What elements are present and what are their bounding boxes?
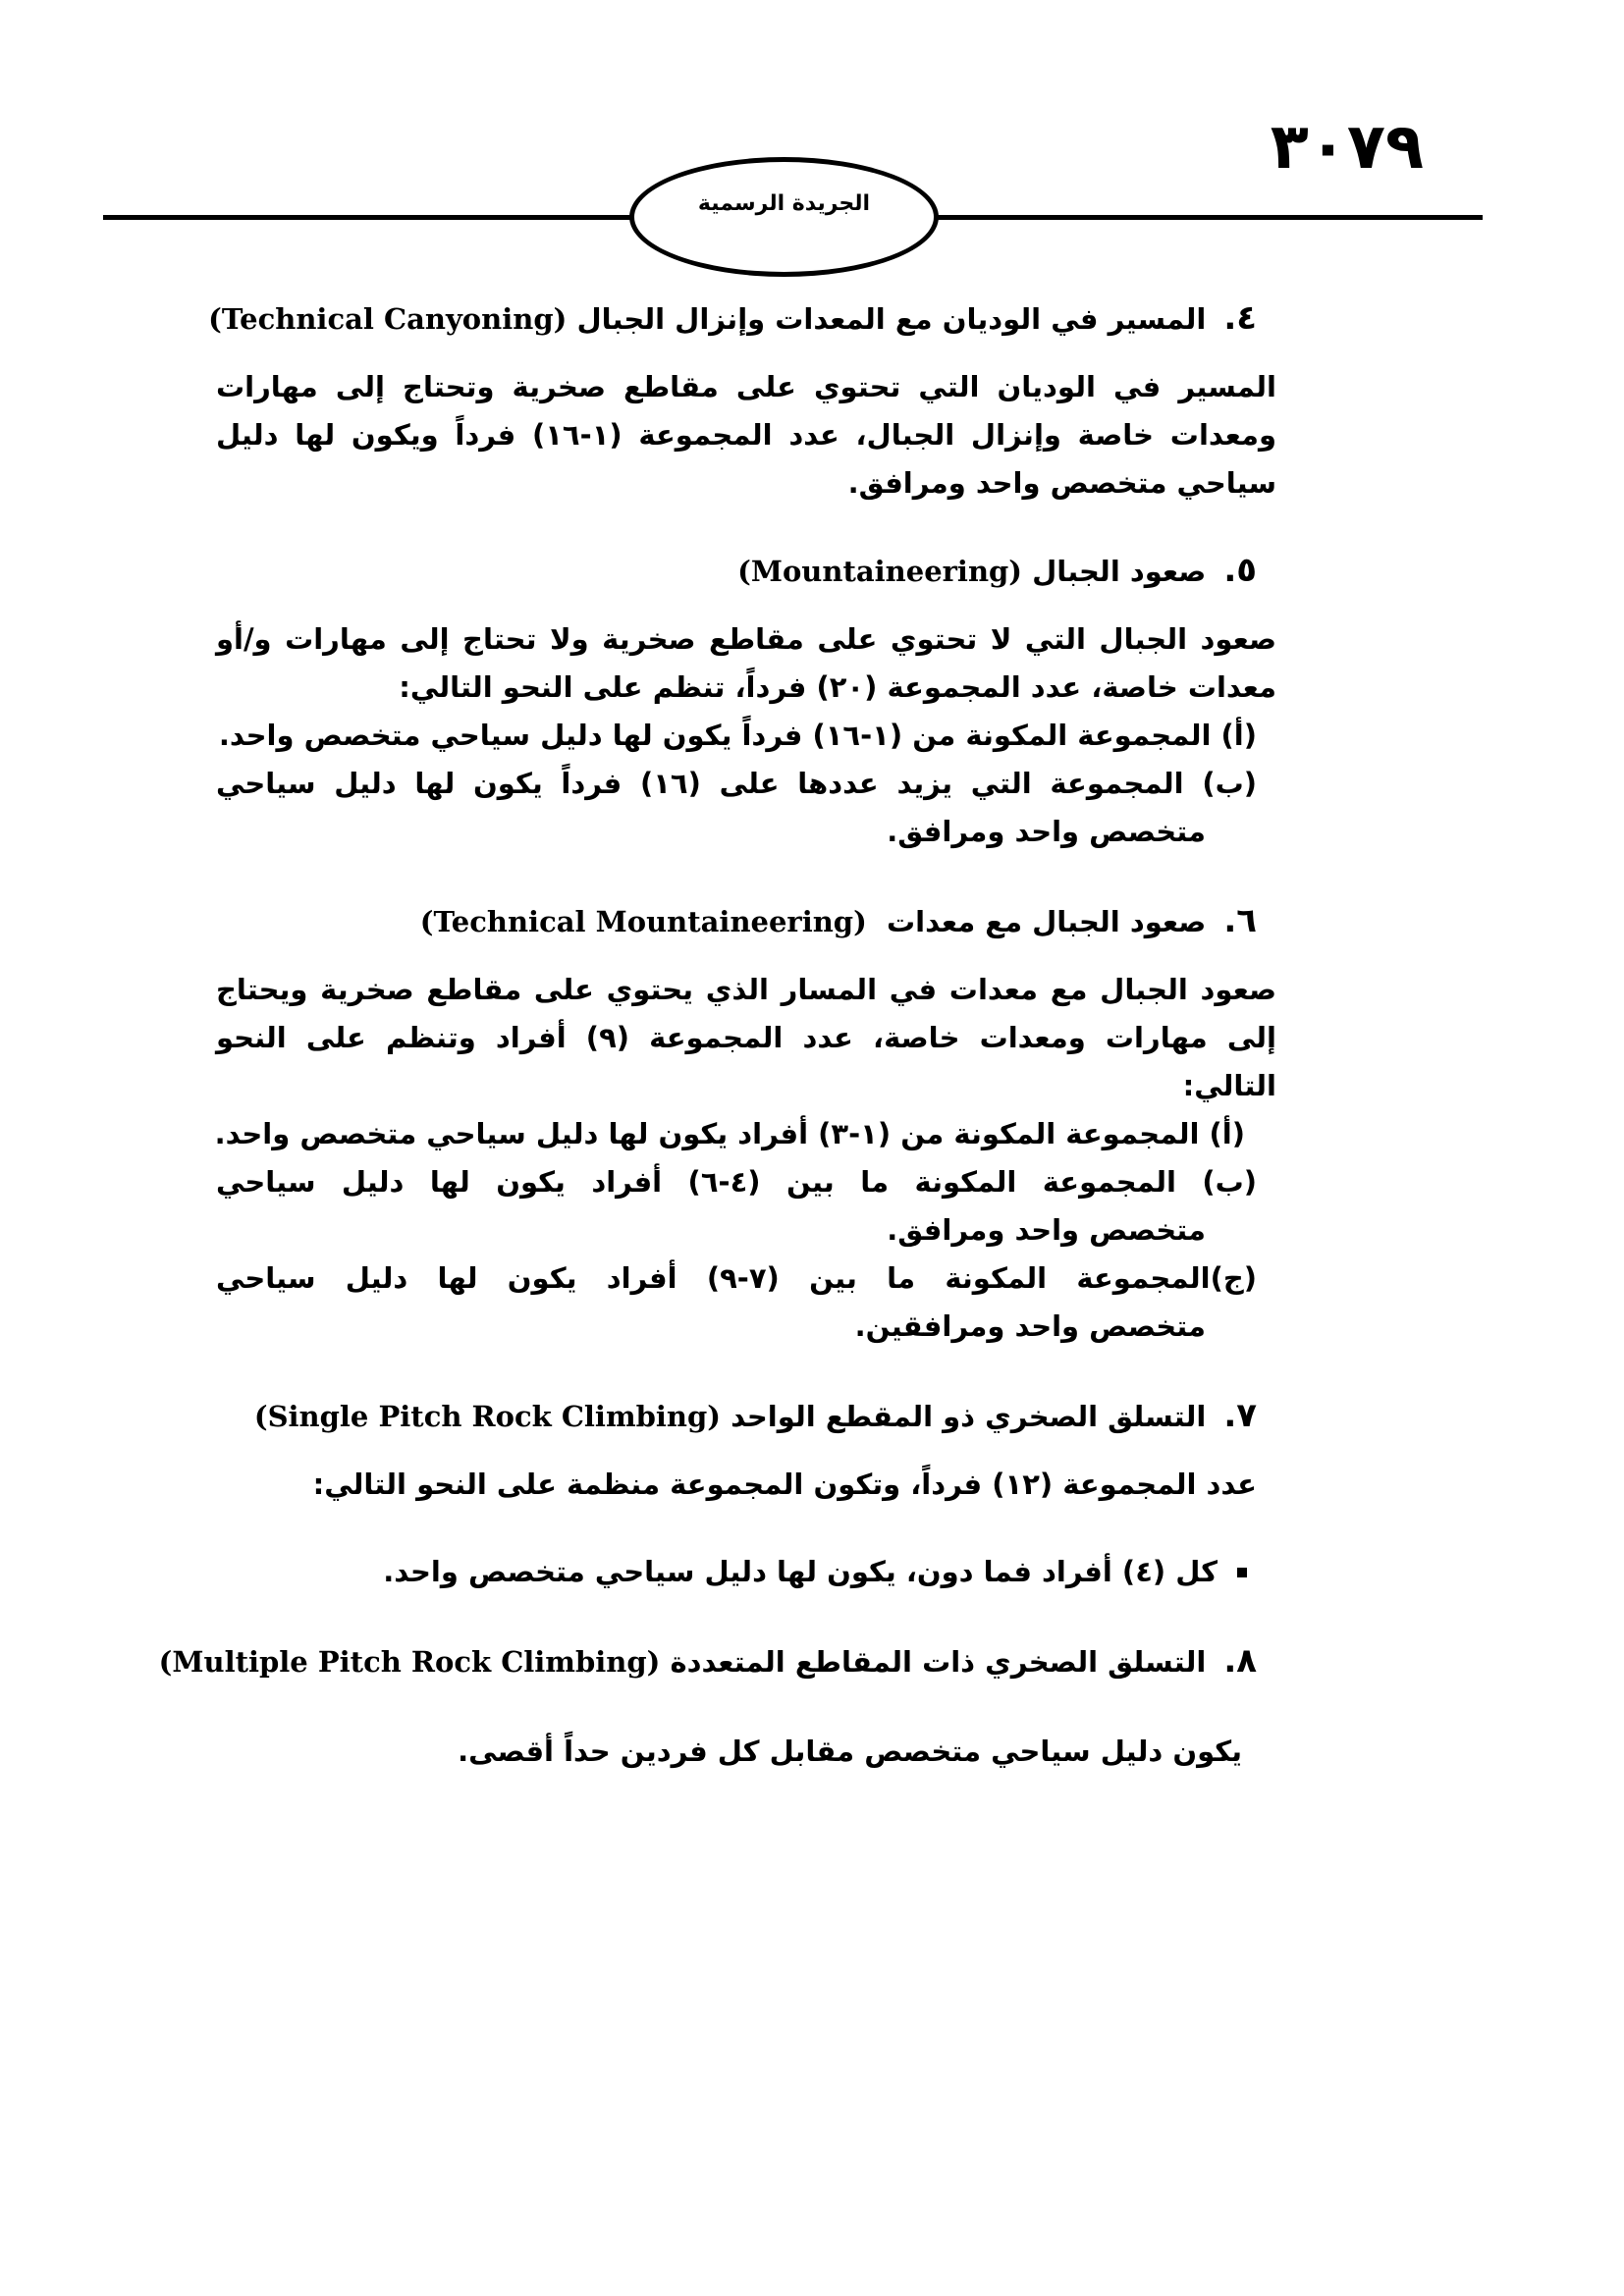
page-number: ٣٠٧٩ [1270,111,1424,184]
section-number: ٤. [1223,298,1257,338]
section-title-ar: التسلق الصخري ذات المقاطع المتعددة [670,1645,1207,1679]
section-heading [191,897,1257,946]
section-heading [191,1392,1257,1441]
list-item-continuation: متخصص واحد ومرافق. [887,1213,1206,1247]
section-7 [191,1392,1257,1596]
section-title-en: (Multiple Pitch Rock Climbing) [158,1645,661,1679]
section-body: صعود الجبال التي لا تحتوي على مقاطع صخرية ولا تحتاج إلى مهارات و/أو معدات خاصة، عدد المجموعة (٢٠) فرداً، تنظم على النحو التالي: [216,622,1276,704]
section-number: ٥. [1223,551,1257,590]
bullet-text: كل (٤) أفراد فما دون، يكون لها دليل سياحي متخصص واحد. [383,1555,1218,1588]
section-title-en: (Technical Mountaineering) [419,905,867,938]
section-body: يكون دليل سياحي متخصص مقابل كل فردين حداً أقصى. [458,1735,1242,1768]
section-title-en: (Mountaineering) [737,555,1023,588]
gazette-title: الجريدة الرسمية [697,191,871,216]
section-title-ar: المسير في الوديان مع المعدات وإنزال الجبال [576,302,1207,336]
list-item: (أ) المجموعة المكونة من (١-١٦) فرداً يكون لها دليل سياحي متخصص واحد. [218,719,1257,752]
document-body [158,294,1276,1776]
section-heading [191,547,1257,596]
section-6 [191,897,1276,1351]
section-title-en: (Single Pitch Rock Climbing) [253,1400,722,1433]
section-title-ar: صعود الجبال مع معدات [887,905,1207,938]
header-oval [629,157,939,277]
list-item: (ب) المجموعة المكونة ما بين (٤-٦) أفراد يكون لها دليل سياحي [216,1165,1257,1199]
section-body: عدد المجموعة (١٢) فرداً، وتكون المجموعة منظمة على النحو التالي: [312,1468,1257,1501]
section-heading [158,1637,1257,1686]
bullet-item [191,1548,1257,1596]
section-5 [191,547,1276,856]
list-item-continuation: متخصص واحد ومرافق. [887,815,1206,848]
section-number: ٧. [1223,1396,1257,1435]
section-title-ar: التسلق الصخري ذو المقطع الواحد [731,1400,1207,1433]
list-item-continuation: متخصص واحد ومرافقين. [854,1309,1206,1343]
section-4 [191,294,1276,507]
list-item: (ج)المجموعة المكونة ما بين (٧-٩) أفراد يكون لها دليل سياحي [216,1261,1257,1295]
square-bullet-icon [1237,1568,1247,1577]
section-number: ٨. [1223,1641,1257,1681]
section-8 [158,1637,1257,1776]
list-item: (ب) المجموعة التي يزيد عددها على (١٦) فرداً يكون لها دليل سياحي [216,767,1257,800]
section-heading [191,294,1257,344]
section-body: صعود الجبال مع معدات في المسار الذي يحتوي على مقاطع صخرية ويحتاج إلى مهارات ومعدات خاصة، عدد المجموعة (٩) أفراد وتنظم على النحو التالي: [216,973,1276,1102]
section-title-en: (Technical Canyoning) [208,302,568,336]
section-number: ٦. [1223,901,1257,940]
section-title-ar: صعود الجبال [1032,555,1207,588]
list-item: (أ) المجموعة المكونة من (١-٣) أفراد يكون لها دليل سياحي متخصص واحد. [214,1117,1245,1150]
section-body: المسير في الوديان التي تحتوي على مقاطع صخرية وتحتاج إلى مهارات ومعدات خاصة وإنزال الجبال، عدد المجموعة (١-١٦) فرداً ويكون لها دليل سياحي متخصص واحد ومرافق. [216,370,1276,500]
